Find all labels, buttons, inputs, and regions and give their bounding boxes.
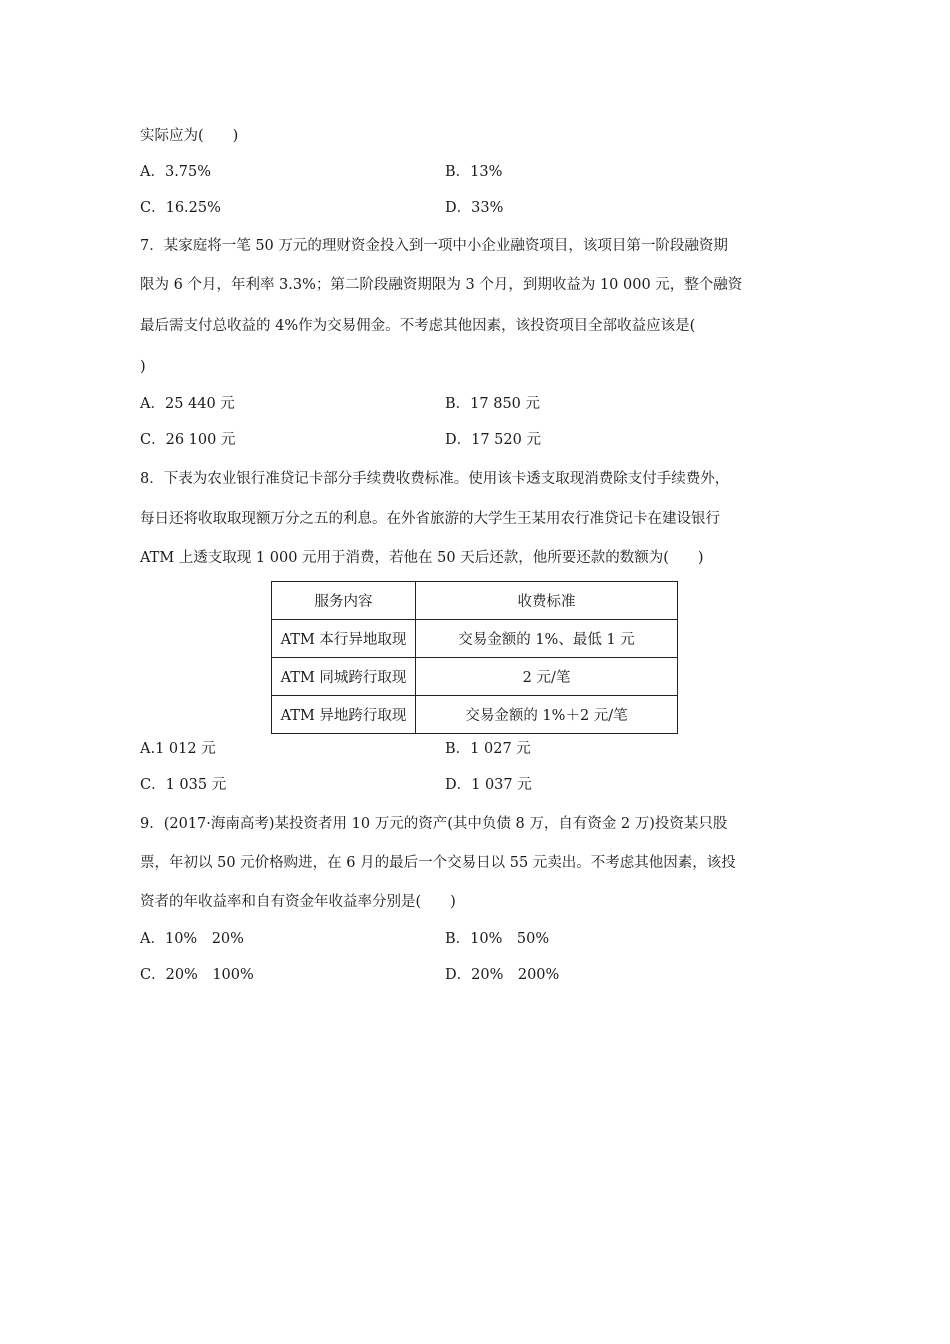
q7-option-a: A．25 440 元 (140, 396, 235, 412)
q7-option-b: B．17 850 元 (445, 396, 541, 412)
table-cell: 交易金额的 1%＋2 元/笔 (416, 696, 678, 734)
q9-stem-line-2: 票，年初以 50 元价格购进，在 6 月的最后一个交易日以 55 元卖出。不考虑其他因素，该投 (140, 855, 736, 871)
q9-option-d: D．20% 200% (445, 967, 560, 983)
q6-option-c: C．16.25% (140, 200, 221, 216)
q6-option-b: B．13% (445, 164, 503, 180)
q7-stem-line-4: ) (140, 359, 146, 375)
table-cell: 交易金额的 1%、最低 1 元 (416, 620, 678, 658)
fee-table-header-row (272, 582, 678, 620)
q6-option-a: A．3.75% (140, 164, 212, 180)
q7-stem-line-3: 最后需支付总收益的 4%作为交易佣金。不考虑其他因素，该投资项目全部收益应该是( (140, 318, 696, 334)
q9-stem-line-1: 9．(2017·海南高考)某投资者用 10 万元的资产(其中负债 8 万，自有资金 2 万)投资某只股 (140, 816, 728, 832)
table-cell: ATM 同城跨行取现 (272, 658, 416, 696)
q8-stem-line-2: 每日还将收取取现额万分之五的利息。在外省旅游的大学生王某用农行准贷记卡在建设银行 (140, 511, 720, 527)
table-cell: ATM 异地跨行取现 (272, 696, 416, 734)
table-row (272, 696, 678, 734)
q8-option-a: A.1 012 元 (140, 741, 216, 757)
table-row (272, 620, 678, 658)
q7-stem-line-2: 限为 6 个月，年利率 3.3%；第二阶段融资期限为 3 个月，到期收益为 10 000 元，整个融资 (140, 277, 743, 293)
q8-stem-line-1: 8．下表为农业银行准贷记卡部分手续费收费标准。使用该卡透支取现消费除支付手续费外， (140, 471, 730, 487)
fee-table-header-standard: 收费标准 (416, 582, 678, 620)
q8-option-c: C．1 035 元 (140, 777, 227, 793)
q7-option-c: C．26 100 元 (140, 432, 236, 448)
q8-stem-line-3: ATM 上透支取现 1 000 元用于消费，若他在 50 天后还款，他所要还款的数额为( ) (140, 550, 704, 566)
q8-option-d: D．1 037 元 (445, 777, 532, 793)
fee-table-header-service: 服务内容 (272, 582, 416, 620)
fee-table (271, 581, 678, 734)
q9-option-c: C．20% 100% (140, 967, 254, 983)
q9-stem-line-3: 资者的年收益率和自有资金年收益率分别是( ) (140, 894, 456, 910)
table-cell: 2 元/笔 (416, 658, 678, 696)
table-row (272, 658, 678, 696)
q9-option-b: B．10% 50% (445, 931, 550, 947)
q8-option-b: B．1 027 元 (445, 741, 531, 757)
q6-tail: 实际应为( ) (140, 128, 239, 144)
q7-stem-line-1: 7．某家庭将一笔 50 万元的理财资金投入到一项中小企业融资项目，该项目第一阶段融资期 (140, 238, 728, 254)
q9-option-a: A．10% 20% (140, 931, 244, 947)
q6-option-d: D．33% (445, 200, 504, 216)
table-cell: ATM 本行异地取现 (272, 620, 416, 658)
q7-option-d: D．17 520 元 (445, 432, 541, 448)
